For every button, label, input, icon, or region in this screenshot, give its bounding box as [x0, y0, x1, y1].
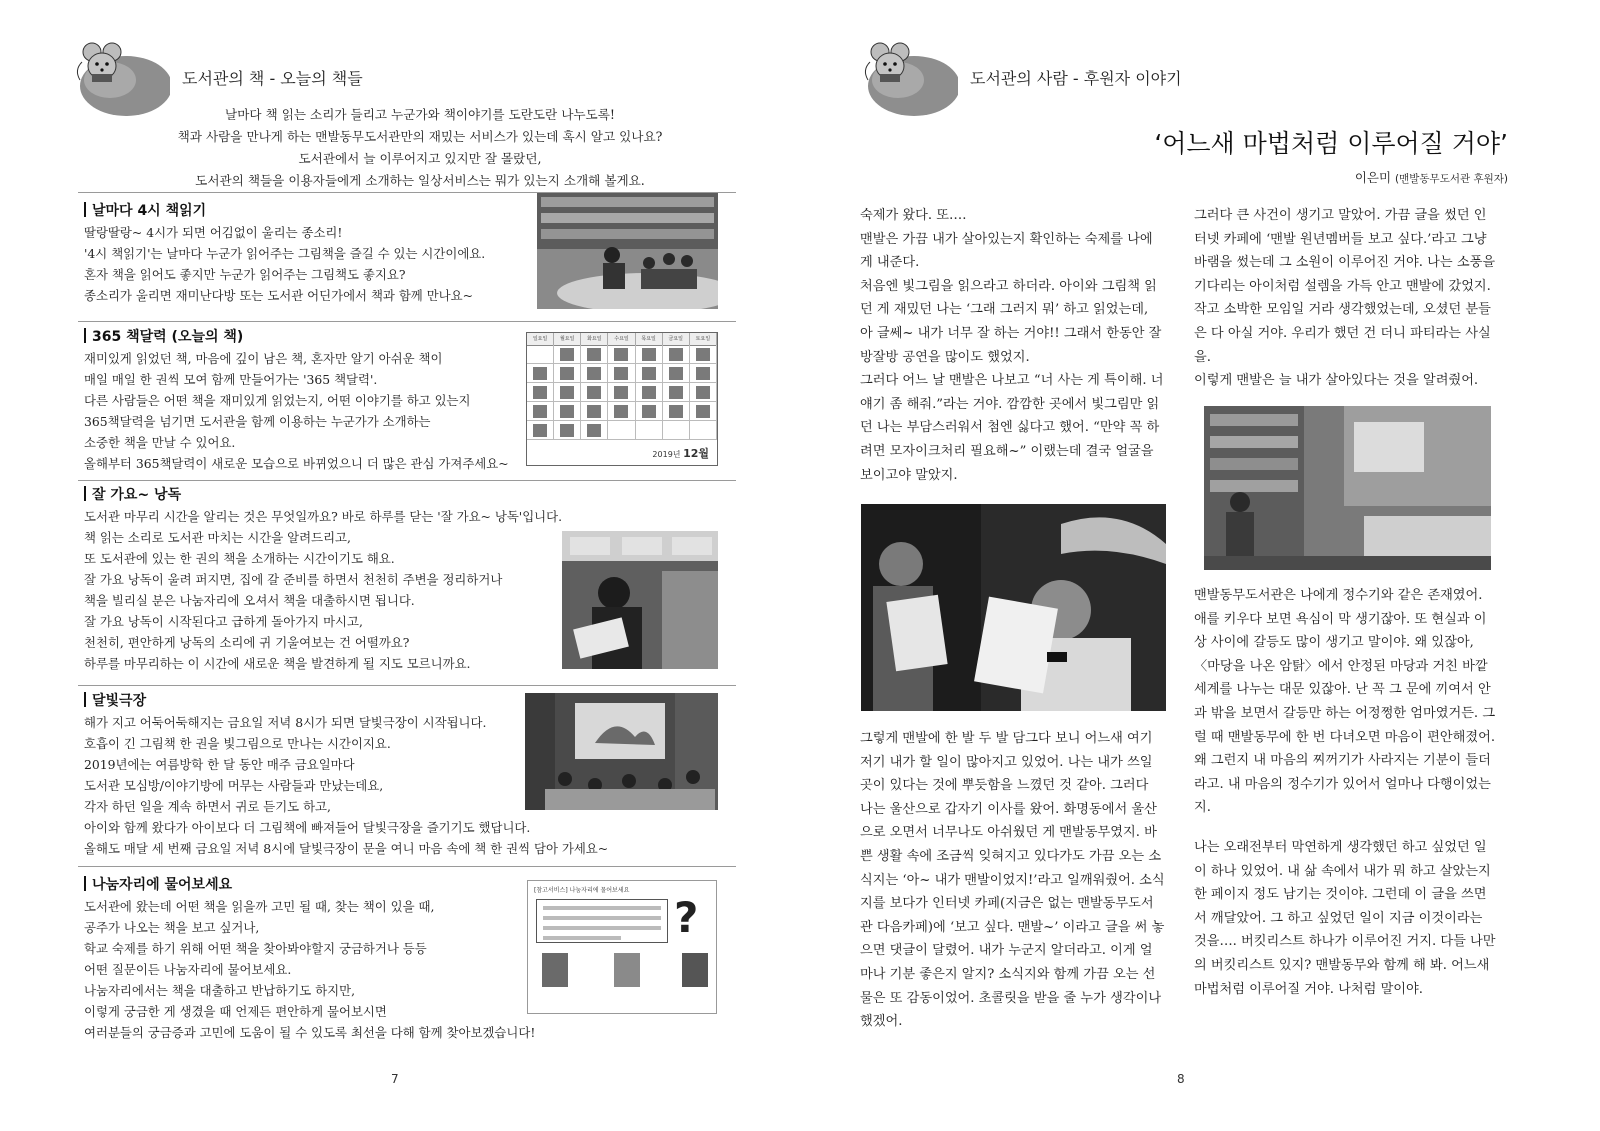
- author-name: 이은미: [1354, 170, 1392, 185]
- article-column-1-top: [860, 204, 1165, 487]
- section-line: 어떤 질문이든 나눔자리에 물어보세요.: [84, 962, 292, 977]
- weekday: 금요일: [663, 333, 690, 346]
- section-line: 각자 하던 일을 계속 하면서 귀로 듣기도 하고,: [84, 799, 331, 814]
- article-column-2-top: [1194, 204, 1499, 393]
- divider: [78, 321, 736, 322]
- section-line: 잘 가요 낭독이 시작된다고 급하게 돌아가지 마시고,: [84, 614, 363, 629]
- calendar-weekdays: [527, 333, 717, 345]
- divider: [78, 480, 736, 481]
- section-line: 하루를 마무리하는 이 시간에 새로운 책을 발견하게 될 지도 모르니까요.: [84, 656, 471, 671]
- byline: [1355, 168, 1508, 186]
- section-line: 천천히, 편안하게 낭독의 소리에 귀 기울여보는 건 어떨까요?: [84, 635, 410, 650]
- section-title: 날마다 4시 책읽기: [84, 200, 734, 222]
- section-title: 365 책달력 (오늘의 책): [84, 326, 734, 348]
- header-title: 도서관의 사람 - 후원자 이야기: [970, 69, 1182, 88]
- book-covers: [538, 953, 710, 1003]
- section-line: 365책달력을 넘기면 도서관을 함께 이용하는 누군가가 소개하는: [84, 414, 431, 429]
- theater-photo: [525, 693, 718, 810]
- weekday: 일요일: [527, 333, 554, 346]
- paragraph: 그렇게 맨발에 한 발 두 발 담그다 보니 어느새 여기저기 내가 할 일이 많아지고 있었어. 나는 내가 쓰일 곳이 있다는 것에 뿌듯함을 느꼈던 것 같아. 그러다 나는 울산으로 갑자기 이사를 왔어. 화명동에서 울산으로 오면서 너무나도 아쉬웠던 게 맨발동무였지. 바쁜 생활 속에 조금씩 잊혀지고 있다가도 가끔 오는 소식지는 ‘아~ 내가 맨발이었지!’라고 일깨워줬어. 소식지를 보다가 인터넷 카페(지금은 없는 맨발동무도서관 다음카페)에 ‘보고 싶다. 맨발~’ 이라고 글을 써 놓으면 댓글이 달렸어. 내가 누군지 알더라고. 이게 얼마나 기분 좋은지 알지? 소식지와 함께 가끔 오는 선물은 또 감동이었어. 초콜릿을 받을 줄 누가 생각이나 했겠어.: [860, 731, 1165, 1030]
- page-number: 7: [391, 1072, 399, 1086]
- article-column-2-bottom: [1194, 584, 1499, 1001]
- divider: [78, 685, 736, 686]
- paragraph: 그러다 큰 사건이 생기고 말았어. 가끔 글을 썼던 인터넷 카페에 ‘맨발 원년멤버들 보고 싶다.’라고 그냥 바램을 썼는데 그 소원이 이루어진 거야. 나는 소풍을 기다리는 아이처럼 설렘을 가득 안고 맨발에 갔었지. 작고 소박한 모임일 거라 생각했었는데, 오셨던 분들은 다 아실 거야. 우리가 했던 건 더니 파티라는 사실을.: [1194, 208, 1496, 365]
- section-line: 도서관 마무리 시간을 알리는 것은 무엇일까요? 바로 하루를 닫는 '잘 가요~ 낭독'입니다.: [84, 509, 563, 524]
- section-line: 종소리가 울리면 재미난다방 또는 도서관 어딘가에서 책과 함께 만나요~: [84, 288, 474, 303]
- section-line: 딸랑딸랑~ 4시가 되면 어김없이 울리는 종소리!: [84, 225, 343, 240]
- reading-photo: [537, 193, 718, 309]
- section-title: 잘 가요~ 낭독: [84, 484, 734, 506]
- section-line: 학교 숙제를 하기 위해 어떤 책을 찾아봐야할지 궁금하거나 등등: [84, 941, 427, 956]
- header-title: 도서관의 책 - 오늘의 책들: [182, 69, 363, 88]
- section-line: 해가 지고 어둑어둑해지는 금요일 저녁 8시가 되면 달빛극장이 시작됩니다.: [84, 715, 487, 730]
- section-line: 공주가 나오는 책을 보고 싶거나,: [84, 920, 260, 935]
- section-line: 2019년에는 여름방학 한 달 동안 매주 금요일마다: [84, 757, 355, 772]
- calendar-grid: [527, 345, 717, 440]
- gathering-photo: [1204, 406, 1491, 570]
- author-affiliation: (맨발동무도서관 후원자): [1395, 173, 1508, 185]
- card-text-box: [536, 899, 668, 943]
- paragraph: 나는 오래전부터 막연하게 생각했던 하고 싶었던 일이 하나 있었어. 내 삶 속에서 내가 뭐 하고 살았는지 한 페이지 정도 남기는 것이야. 그런데 이 글을 쓰면서 깨달았어. 그 하고 싶었던 일이 지금 이것이라는 것을…. 버킷리스트 하나가 이루어진 거지. 다들 나만의 버킷리스트 있지? 맨발동무와 함께 해 봐. 어느새 마법처럼 이루어질 거야. 나처럼 말이야.: [1194, 839, 1496, 997]
- section-title: 달빛극장: [84, 690, 734, 712]
- right-header: [858, 40, 1538, 120]
- intro-line: 책과 사람을 만나게 하는 맨발동무도서관만의 재밌는 서비스가 있는데 혹시 알고 있나요?: [177, 129, 663, 144]
- intro-line: 도서관의 책들을 이용자들에게 소개하는 일상서비스는 뭐가 있는지 소개해 볼게요.: [195, 173, 645, 188]
- paragraph: 숙제가 왔다. 또….: [860, 208, 967, 223]
- reading-performance-photo: [861, 504, 1166, 711]
- intro-line: 날마다 책 읽는 소리가 들리고 누군가와 책이야기를 도란도란 나누도록!: [225, 107, 615, 122]
- divider: [78, 866, 736, 867]
- calendar-month: 2019년 12월: [652, 447, 709, 460]
- paragraph: 이렇게 맨발은 늘 내가 살아있다는 것을 알려줬어.: [1194, 373, 1479, 389]
- article-title: ‘어느새 마법처럼 이루어질 거야’: [1154, 129, 1508, 158]
- section-line: 도서관에 왔는데 어떤 책을 읽을까 고민 될 때, 찾는 책이 있을 때,: [84, 899, 435, 914]
- reader-photo: [562, 531, 718, 669]
- question-mark-icon: ?: [674, 893, 699, 942]
- section-line: 책을 빌리실 분은 나눔자리에 오셔서 책을 대출하시면 됩니다.: [84, 593, 415, 608]
- weekday: 월요일: [554, 333, 581, 346]
- section-title: 나눔자리에 물어보세요: [84, 874, 734, 896]
- article-column-1-bottom: [860, 727, 1165, 1034]
- section-line: 호흡이 긴 그림책 한 권을 빛그림으로 만나는 시간이지요.: [84, 736, 391, 751]
- intro-text: [90, 104, 750, 192]
- section-line: 책 읽는 소리로 도서관 마치는 시간을 알려드리고,: [84, 530, 351, 545]
- book-calendar-image: [526, 332, 718, 466]
- section-line: 매일 매일 한 권씩 모여 함께 만들어가는 '365 책달력'.: [84, 372, 378, 387]
- section-line: 다른 사람들은 어떤 책을 재미있게 읽었는지, 어떤 이야기를 하고 있는지: [84, 393, 471, 408]
- paragraph: 맨발동무도서관은 나에게 정수기와 같은 존재였어. 애를 키우다 보면 욕심이 막 생기잖아. 또 현실과 이상 사이에 갈등도 많이 생기고 말이야. 왜 있잖아, 〈마당을 나온 암탉〉에서 안정된 마당과 거친 바깥 세계를 나누는 대문 있잖아. 난 꼭 그 문에 끼여서 안과 밖을 보면서 갈등만 하는 어정쩡한 엄마였거든. 그럴 때 맨발동무에 한 번 다녀오면 마음이 편안해졌어. 왜 그런지 내 마음의 찌꺼기가 사라지는 기분이 들더라고. 내 마음의 정수기가 있어서 얼마나 다행이었는지.: [1194, 588, 1496, 816]
- section-line: 혼자 책을 읽어도 좋지만 누군가 읽어주는 그림책도 좋지요?: [84, 267, 406, 282]
- section-line: 나눔자리에서는 책을 대출하고 반납하기도 하지만,: [84, 983, 356, 998]
- weekday: 수요일: [608, 333, 635, 346]
- weekday: 목요일: [636, 333, 663, 346]
- page-number: 8: [1177, 1072, 1185, 1086]
- section-line: 또 도서관에 있는 한 권의 책을 소개하는 시간이기도 해요.: [84, 551, 395, 566]
- section-line: 이렇게 궁금한 게 생겼을 때 언제든 편안하게 물어보시면: [84, 1004, 387, 1019]
- section-line: 올해도 매달 세 번째 금요일 저녁 8시에 달빛극장이 문을 여니 마음 속에 책 한 권씩 담아 가세요~: [84, 841, 609, 856]
- intro-line: 도서관에서 늘 이루어지고 있지만 잘 몰랐던,: [298, 151, 542, 166]
- section-line: '4시 책읽기'는 날마다 누군가 읽어주는 그림책을 즐길 수 있는 시간이에요.: [84, 246, 486, 261]
- section-line: 소중한 책을 만날 수 있어요.: [84, 435, 236, 450]
- section-line: 잘 가요 낭독이 울려 퍼지면, 집에 갈 준비를 하면서 천천히 주변을 정리하거나: [84, 572, 503, 587]
- paragraph: 그러다 어느 날 맨발은 나보고 “너 사는 게 특이해. 너 얘기 좀 해줘.”라는 거야. 깜깜한 곳에서 빛그림만 읽던 나는 부담스러워서 첨엔 싫다고 했어. “만약 꼭 하려면 모자이크처리 필요해~” 이랬는데 결국 얼굴을 보이고야 말았지.: [860, 373, 1164, 483]
- section-line: 아이와 함께 왔다가 아이보다 더 그림책에 빠져들어 달빛극장을 즐기기도 했답니다.: [84, 820, 531, 835]
- section-line: 도서관 모심방/이야기방에 머무는 사람들과 만났는데요,: [84, 778, 384, 793]
- mouse-mascot-icon: [858, 40, 958, 120]
- weekday: 토요일: [690, 333, 717, 346]
- card-heading: [참고서비스] 나눔자리에 물어보세요: [534, 887, 630, 894]
- paragraph: 맨발은 가끔 내가 살아있는지 확인하는 숙제를 나에게 내준다.: [860, 231, 1153, 271]
- paragraph: 처음엔 빛그림을 읽으라고 하더라. 아이와 그림책 읽던 게 재밌던 나는 ‘그래 그러지 뭐’ 하고 읽었는데, 아 글쎄~ 내가 너무 잘 하는 거야!! 그래서 한동안 잘방잘방 공연을 많이도 했었지.: [860, 278, 1162, 365]
- reference-service-card: [527, 880, 717, 1014]
- weekday: 화요일: [581, 333, 608, 346]
- section-line: 올해부터 365책달력이 새로운 모습으로 바뀌었으니 더 많은 관심 가져주세요~: [84, 456, 509, 471]
- section-line: 재미있게 읽었던 책, 마음에 깊이 남은 책, 혼자만 알기 아쉬운 책이: [84, 351, 443, 366]
- section-line: 여러분들의 궁금증과 고민에 도움이 될 수 있도록 최선을 다해 함께 찾아보겠습니다!: [84, 1025, 536, 1040]
- right-page: [800, 0, 1600, 1131]
